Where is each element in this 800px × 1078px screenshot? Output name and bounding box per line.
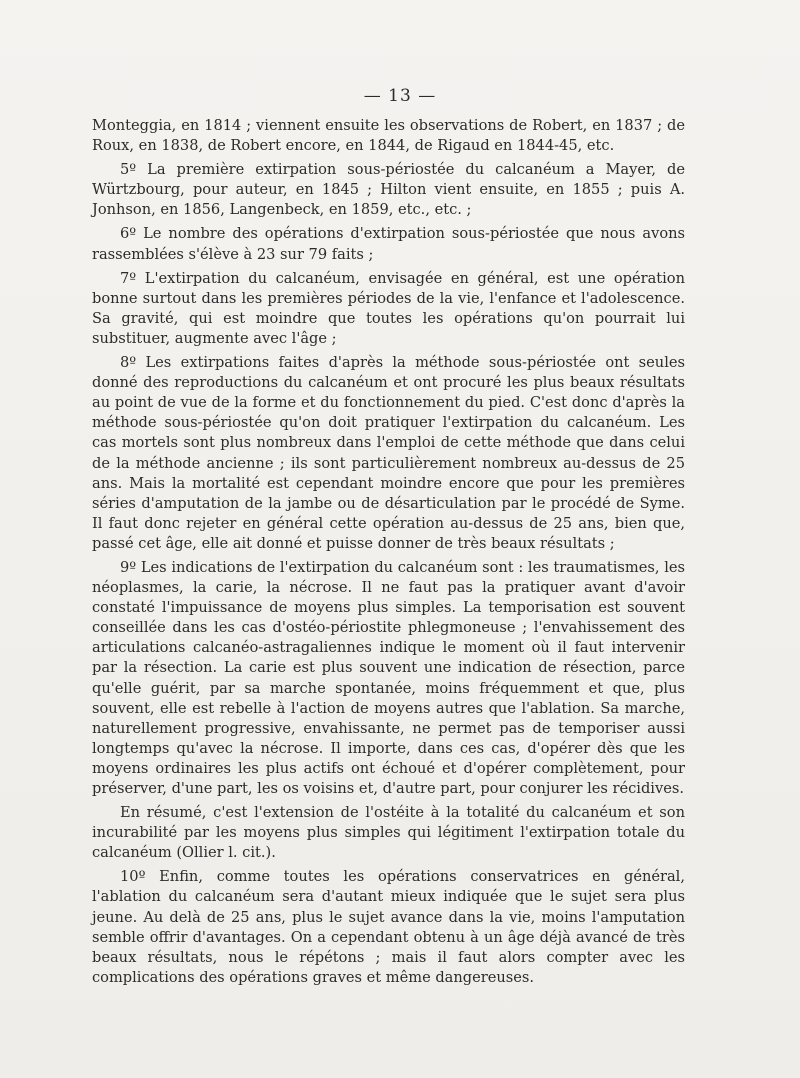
paragraph-7: 7º L'extirpation du calcanéum, envisagée en général, est une opération bonne surtout dans les premières périodes de la vie, l'enfance et l'adolescence. Sa gravité, qui est moindre que toutes les opérations qu'on pourrait lui substituer, augmente avec l'âge ; <box>92 269 685 347</box>
paragraph-summary: En résumé, c'est l'extension de l'ostéite à la totalité du calcanéum et son incurabilité par les moyens plus simples qui légitiment l'extirpation totale du calcanéum (Ollier l. cit.). <box>92 804 685 862</box>
paragraph-6: 6º Le nombre des opérations d'extirpation sous-périostée que nous avons rassemblées s'élève à 23 sur 79 faits ; <box>92 225 685 263</box>
paragraph-9: 9º Les indications de l'extirpation du calcanéum sont : les traumatismes, les néoplasmes, la carie, la nécrose. Il ne faut pas la pratiquer avant d'avoir constaté l'impuissance de moyens plus simples. La temporisation est souvent conseillée dans les cas d'ostéo-périostite phlegmoneuse ; l'envahissement des articulations calcanéo-astragaliennes indique le moment où il faut intervenir par la résection. La carie est plus souvent une indication de résection, parce qu'elle guérit, par sa marche spontanée, moins fréquemment et que, plus souvent, elle est rebelle à l'action de moyens autres que l'ablation. Sa marche, naturellement progressive, envahissante, ne permet pas de temporiser aussi longtemps qu'avec la nécrose. Il importe, dans ces cas, d'opérer dès que les moyens ordinaires les plus actifs ont échoué et d'opérer complètement, pour préserver, d'une part, les os voisins et, d'autre part, pour conjurer les récidives. <box>92 558 685 797</box>
paragraph-10: 10º Enfin, comme toutes les opérations conservatrices en général, l'ablation du calcanéum sera d'autant mieux indiquée que le sujet sera plus jeune. Au delà de 25 ans, plus le sujet avance dans la vie, moins l'amputation semble offrir d'avantages. On a cependant obtenu à un âge déjà avancé de très beaux résultats, nous le répétons ; mais il faut alors compter avec les complications des opérations graves et même dangereuses. <box>92 868 685 986</box>
paragraph-continuation: Monteggia, en 1814 ; viennent ensuite les observations de Robert, en 1837 ; de Roux, en 1838, de Robert encore, en 1844, de Rigaud en 1844-45, etc. <box>92 117 685 155</box>
page-number: — 13 — <box>363 86 437 106</box>
paragraph-5: 5º La première extirpation sous-périostée du calcanéum a Mayer, de Würtzbourg, pour auteur, en 1845 ; Hilton vient ensuite, en 1855 ; puis A. Jonhson, en 1856, Langenbeck, en 1859, etc., etc. ; <box>92 161 685 219</box>
paragraph-8: 8º Les extirpations faites d'après la méthode sous-périostée ont seules donné des reproductions du calcanéum et ont procuré les plus beaux résultats au point de vue de la forme et du fonctionnement du pied. C'est donc d'après la méthode sous-périostée qu'on doit pratiquer l'extirpation du calcanéum. Les cas mortels sont plus nombreux dans l'emploi de cette méthode que dans celui de la méthode ancienne ; ils sont particulièrement nombreux au-dessus de 25 ans. Mais la mortalité est cependant moindre encore que pour les premières séries d'amputation de la jambe ou de désarticulation par le procédé de Syme. Il faut donc rejeter en général cette opération au-dessus de 25 ans, bien que, passé cet âge, elle ait donné et puisse donner de très beaux résultats ; <box>92 354 685 552</box>
body-text <box>92 116 685 992</box>
